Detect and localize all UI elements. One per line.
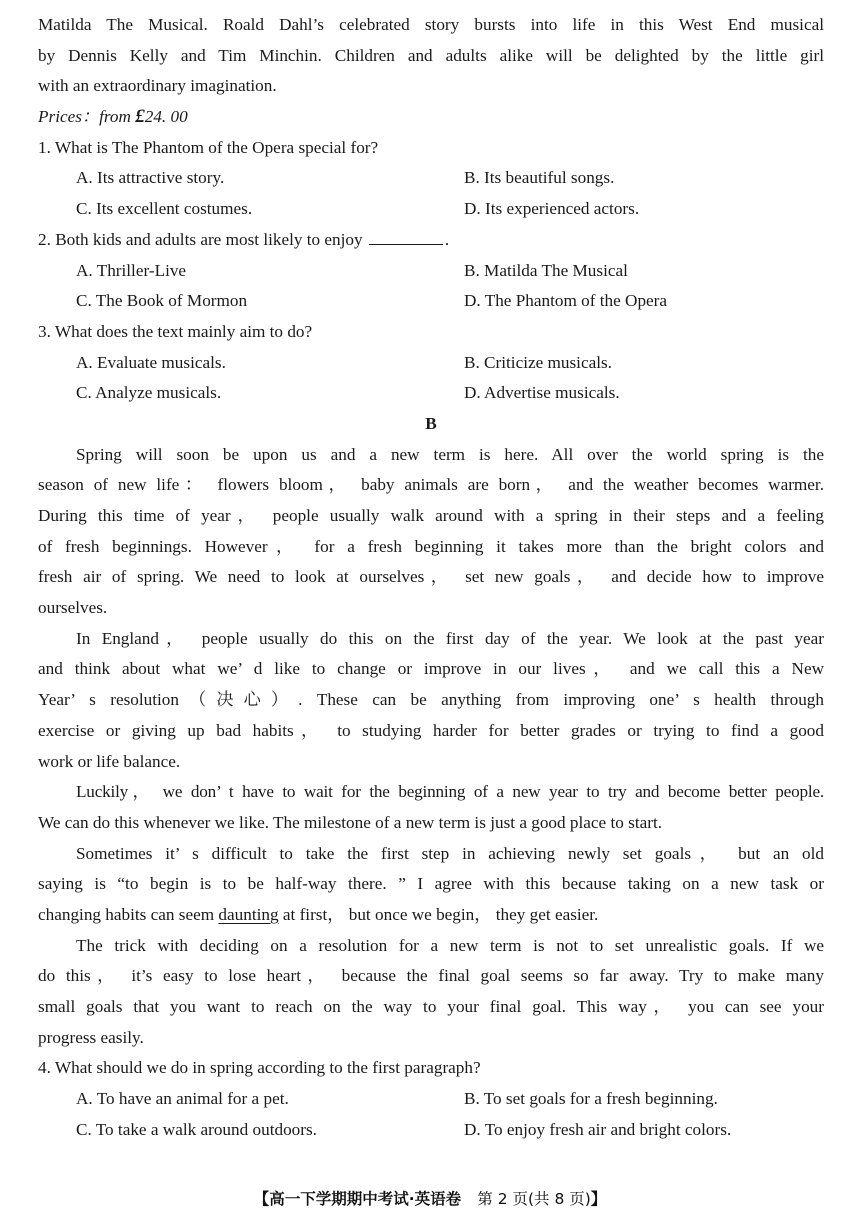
text-line: Year’ s resolution（决心）. These can be anything from improving one’ s health through (38, 690, 824, 710)
text-line: We can do this whenever we like. The milestone of a new term is just a good place to start. (38, 812, 663, 832)
text-line: exercise or giving up bad habits， to studying harder for better grades or trying to find a good (38, 720, 824, 740)
text-line: and think about what we’ d like to change or improve in our lives， and we call this a New (38, 659, 824, 679)
question-3 (38, 317, 824, 409)
question-1 (38, 133, 824, 225)
footer-bracket-close: 】 (590, 1190, 607, 1208)
option-d[interactable]: D. Advertise musicals. (464, 383, 620, 403)
page-footer (0, 1187, 860, 1209)
text-line: In England， people usually do this on the first day of the year. We look at the past year (76, 628, 824, 648)
question-stem (38, 225, 824, 256)
text-line: do this， it’s easy to lose heart， because the final goal seems so far away. Try to make many (38, 966, 824, 986)
options-row (38, 194, 824, 225)
question-4 (38, 1053, 824, 1145)
text-line: During this time of year， people usually walk around with a spring in their steps and a feeling (38, 506, 824, 525)
option-d[interactable]: D. To enjoy fresh air and bright colors. (464, 1119, 732, 1139)
question-stem: 3. What does the text mainly aim to do? (38, 321, 313, 341)
section-heading: B (425, 413, 437, 433)
footer-bracket-open: 【 (253, 1190, 270, 1208)
text-line (38, 900, 824, 931)
option-a[interactable]: A. Evaluate musicals. (76, 352, 226, 372)
text-line: Sometimes it’ s difficult to take the first step in achieving newly set goals， but an old (76, 843, 824, 863)
paragraph-1 (38, 440, 824, 624)
option-c[interactable]: C. Analyze musicals. (76, 383, 222, 403)
option-a[interactable]: A. To have an animal for a pet. (76, 1089, 289, 1109)
options-row (38, 1115, 824, 1146)
options-row (38, 163, 824, 194)
paragraph-5 (38, 931, 824, 1054)
text-line: ourselves. (38, 598, 108, 618)
question-stem-end: . (444, 229, 450, 249)
options-row (38, 348, 824, 379)
option-c[interactable]: C. To take a walk around outdoors. (76, 1119, 317, 1139)
text-line: small goals that you want to reach on the way to your final goal. This way， you can see your (38, 997, 824, 1016)
prices-value: 24. 00 (144, 107, 188, 127)
text-line: fresh air of spring. We need to look at ourselves， set new goals， and decide how to improve (38, 567, 824, 587)
question-stem: 4. What should we do in spring according to the first paragraph? (38, 1058, 481, 1078)
text-line: work or life balance. (38, 751, 181, 771)
text-line: Spring will soon be upon us and a new term is here. All over the world spring is the (76, 444, 824, 464)
question-stem-text: 2. Both kids and adults are most likely to enjoy (38, 229, 363, 249)
option-a[interactable]: A. Its attractive story. (76, 168, 225, 188)
option-d[interactable]: D. Its experienced actors. (464, 199, 640, 219)
option-b[interactable]: B. Criticize musicals. (464, 352, 612, 372)
text-line: season of new life： flowers bloom， baby animals are born， and the weather becomes warmer. (38, 475, 824, 495)
paragraph-3 (38, 777, 824, 838)
prices-label: Prices：from (38, 107, 131, 127)
prices-line (38, 102, 824, 133)
text-segment: changing habits can seem (38, 904, 215, 924)
question-2 (38, 225, 824, 317)
text-line: progress easily. (38, 1027, 144, 1047)
option-a[interactable]: A. Thriller-Live (76, 260, 187, 280)
options-row (38, 286, 824, 317)
options-row (38, 256, 824, 287)
exam-page (38, 10, 824, 1145)
option-b[interactable]: B. To set goals for a fresh beginning. (464, 1089, 718, 1109)
paragraph-2 (38, 624, 824, 777)
footer-exam-title: 高一下学期期中考试·英语卷 (269, 1190, 462, 1208)
option-c[interactable]: C. The Book of Mormon (76, 291, 248, 311)
option-d[interactable]: D. The Phantom of the Opera (464, 291, 668, 311)
underlined-word: daunting (218, 904, 279, 924)
option-c[interactable]: C. Its excellent costumes. (76, 199, 253, 219)
options-row (38, 378, 824, 409)
text-line: by Dennis Kelly and Tim Minchin. Children and adults alike will be delighted by the little girl (38, 45, 824, 65)
option-b[interactable]: B. Matilda The Musical (464, 260, 628, 280)
text-line: Luckily， we don’ t have to wait for the beginning of a new year to try and become better people. (76, 782, 824, 802)
text-line: with an extraordinary imagination. (38, 76, 277, 96)
text-line: The trick with deciding on a resolution for a new term is not to set unrealistic goals. If we (76, 935, 824, 955)
matilda-description (38, 10, 824, 102)
text-line: saying is “to begin is to be half-way there. ” I agree with this because taking on a new task or (38, 874, 824, 894)
paragraph-4 (38, 839, 824, 931)
text-line: Matilda The Musical. Roald Dahl’s celebrated story bursts into life in this West End musical (38, 15, 824, 34)
options-row (38, 1084, 824, 1115)
footer-page-number: 第 2 页(共 8 页) (477, 1190, 591, 1208)
question-stem: 1. What is The Phantom of the Opera special for? (38, 137, 379, 157)
answer-blank (369, 228, 443, 245)
text-line: of fresh beginnings. However， for a fresh beginning it takes more than the bright colors and (38, 536, 824, 556)
option-b[interactable]: B. Its beautiful songs. (464, 168, 615, 188)
pound-symbol: £ (135, 106, 145, 128)
text-segment: at first， but once we begin， they get easier. (282, 904, 599, 924)
